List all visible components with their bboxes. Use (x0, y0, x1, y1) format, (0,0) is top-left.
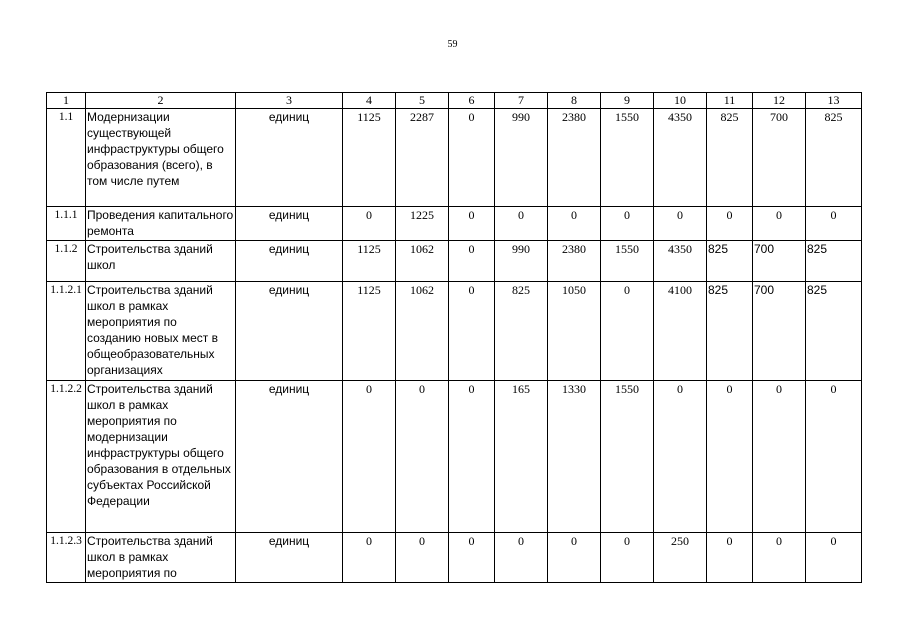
value-cell: 0 (495, 533, 548, 583)
value-cell: 1330 (548, 381, 601, 533)
value-cell: 250 (654, 533, 707, 583)
value-cell: 990 (495, 109, 548, 207)
table-row (47, 533, 862, 583)
value-cell: 0 (396, 381, 449, 533)
value-cell: 1225 (396, 207, 449, 241)
column-number: 11 (707, 93, 753, 109)
row-name: Строительства зданий школ в рамках мероприятия по модернизации инфраструктуры общего образования в отдельных субъектах Российской Федерации (86, 381, 236, 533)
column-number: 4 (343, 93, 396, 109)
value-cell: 700 (753, 241, 806, 282)
value-cell: 700 (753, 109, 806, 207)
column-number: 6 (449, 93, 495, 109)
value-cell: 4350 (654, 109, 707, 207)
column-number: 8 (548, 93, 601, 109)
row-code: 1.1.2.3 (47, 533, 86, 583)
value-cell: 825 (806, 282, 862, 381)
value-cell: 1550 (601, 109, 654, 207)
value-cell: 0 (601, 282, 654, 381)
column-number: 3 (236, 93, 343, 109)
value-cell: 0 (806, 381, 862, 533)
row-code: 1.1.2 (47, 241, 86, 282)
row-code: 1.1.1 (47, 207, 86, 241)
value-cell: 0 (806, 207, 862, 241)
row-unit: единиц (236, 282, 343, 381)
value-cell: 2287 (396, 109, 449, 207)
value-cell: 825 (707, 241, 753, 282)
indicator-table (46, 92, 862, 583)
row-name: Строительства зданий школ (86, 241, 236, 282)
row-unit: единиц (236, 241, 343, 282)
value-cell: 0 (495, 207, 548, 241)
column-number: 12 (753, 93, 806, 109)
value-cell: 2380 (548, 109, 601, 207)
table-row (47, 241, 862, 282)
table-row (47, 381, 862, 533)
value-cell: 0 (753, 207, 806, 241)
value-cell: 1550 (601, 241, 654, 282)
row-name: Модернизации существующей инфраструктуры общего образования (всего), в том числе путем (86, 109, 236, 207)
value-cell: 825 (806, 241, 862, 282)
value-cell: 825 (707, 109, 753, 207)
column-number-row (47, 93, 862, 109)
row-unit: единиц (236, 381, 343, 533)
value-cell: 0 (806, 533, 862, 583)
value-cell: 0 (449, 207, 495, 241)
column-number: 13 (806, 93, 862, 109)
value-cell: 4350 (654, 241, 707, 282)
column-number: 10 (654, 93, 707, 109)
value-cell: 1125 (343, 282, 396, 381)
row-name: Строительства зданий школ в рамках мероприятия по (86, 533, 236, 583)
column-number: 9 (601, 93, 654, 109)
value-cell: 0 (753, 533, 806, 583)
row-unit: единиц (236, 533, 343, 583)
table-row (47, 282, 862, 381)
value-cell: 0 (654, 381, 707, 533)
value-cell: 0 (449, 109, 495, 207)
value-cell: 825 (806, 109, 862, 207)
value-cell: 0 (343, 381, 396, 533)
value-cell: 1050 (548, 282, 601, 381)
value-cell: 0 (449, 241, 495, 282)
value-cell: 165 (495, 381, 548, 533)
value-cell: 2380 (548, 241, 601, 282)
row-code: 1.1.2.2 (47, 381, 86, 533)
value-cell: 0 (753, 381, 806, 533)
value-cell: 4100 (654, 282, 707, 381)
column-number: 5 (396, 93, 449, 109)
column-number: 2 (86, 93, 236, 109)
column-number: 1 (47, 93, 86, 109)
value-cell: 0 (548, 207, 601, 241)
value-cell: 825 (707, 282, 753, 381)
value-cell: 0 (548, 533, 601, 583)
value-cell: 825 (495, 282, 548, 381)
row-unit: единиц (236, 207, 343, 241)
value-cell: 0 (601, 207, 654, 241)
row-code: 1.1.2.1 (47, 282, 86, 381)
value-cell: 0 (654, 207, 707, 241)
row-name: Строительства зданий школ в рамках мероприятия по созданию новых мест в общеобразовательных организациях (86, 282, 236, 381)
value-cell: 0 (343, 533, 396, 583)
value-cell: 0 (449, 381, 495, 533)
value-cell: 0 (707, 207, 753, 241)
value-cell: 0 (343, 207, 396, 241)
value-cell: 0 (449, 533, 495, 583)
row-code: 1.1 (47, 109, 86, 207)
value-cell: 0 (707, 381, 753, 533)
value-cell: 1062 (396, 241, 449, 282)
row-unit: единиц (236, 109, 343, 207)
value-cell: 990 (495, 241, 548, 282)
table-row (47, 207, 862, 241)
column-number: 7 (495, 93, 548, 109)
table-row (47, 109, 862, 207)
page-number: 59 (447, 39, 458, 50)
value-cell: 0 (601, 533, 654, 583)
value-cell: 0 (449, 282, 495, 381)
row-name: Проведения капитального ремонта (86, 207, 236, 241)
value-cell: 1125 (343, 109, 396, 207)
value-cell: 1062 (396, 282, 449, 381)
value-cell: 700 (753, 282, 806, 381)
value-cell: 0 (396, 533, 449, 583)
value-cell: 1550 (601, 381, 654, 533)
value-cell: 1125 (343, 241, 396, 282)
value-cell: 0 (707, 533, 753, 583)
